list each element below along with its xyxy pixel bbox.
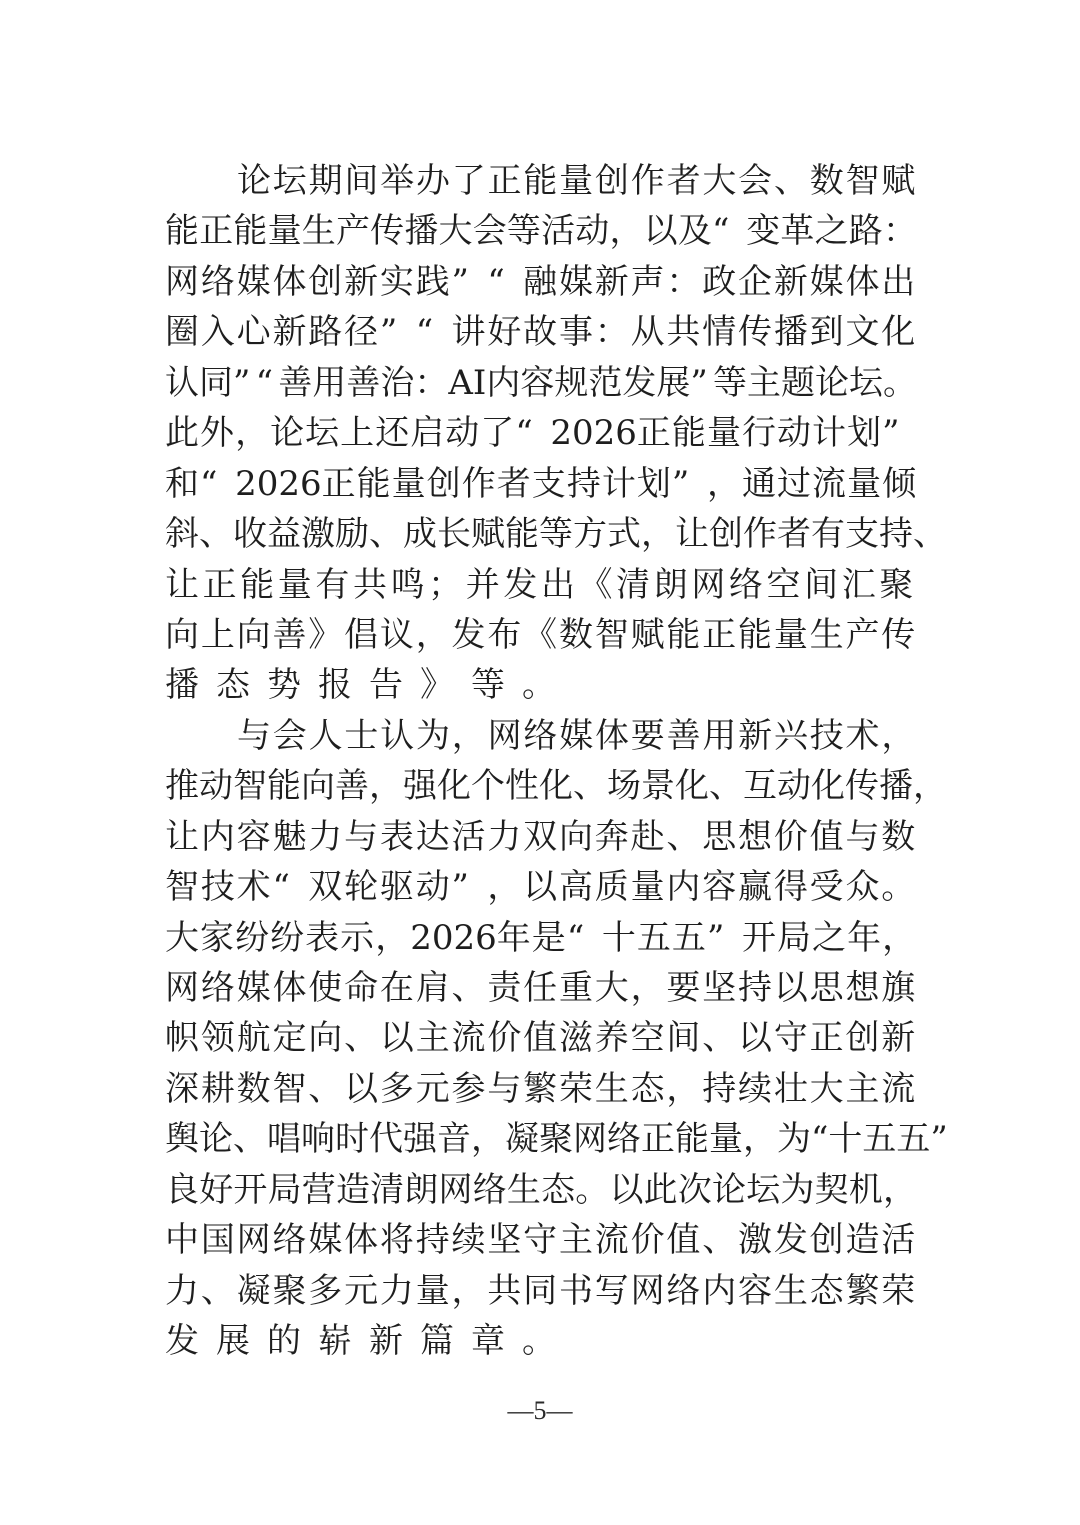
paragraph-2 — [165, 711, 948, 1367]
text-line: 网 络 媒 体 使 命 在 肩 、 责 任 重 大 ， 要 坚 持 以 思 想 旗 — [165, 968, 916, 1008]
text-line: 论 坛 期 间 举 办 了 正 能 量 创 作 者 大 会 、 数 智 赋 — [237, 161, 916, 201]
text-line: 力 、 凝 聚 多 元 力 量 ， 共 同 书 写 网 络 内 容 生 态 繁 荣 — [165, 1270, 916, 1311]
text-line: 认 同 ” “ 善 用 善 治 ： AI 内 容 规 范 发 展 ” 等 主 题 论 坛 。 — [165, 362, 917, 403]
text-line: 良 好 开 局 营 造 清 朗 网 络 生 态 。 以 此 次 论 坛 为 契 机 ， — [165, 1169, 917, 1210]
text-line: 舆 论 、 唱 响 时 代 强 音 ， 凝 聚 网 络 正 能 量 ， 为 “ 十 五 五 ” — [165, 1119, 948, 1160]
text-line: 推 动 智 能 向 善 ， 强 化 个 性 化 、 场 景 化 、 互 动 化 传 播 ， — [165, 766, 947, 807]
text-line: 发展的崭新篇章。 — [165, 1321, 573, 1362]
text-line: 网 络 媒 体 创 新 实 践 ” “ 融 媒 新 声 ： 政 企 新 媒 体 出 — [165, 261, 916, 302]
text-line: 帜 领 航 定 向 、 以 主 流 价 值 滋 养 空 间 、 以 守 正 创 新 — [165, 1018, 916, 1059]
text-line: 此 外 ， 论 坛 上 还 启 动 了 “ 2026 正 能 量 行 动 计 划 ” — [165, 413, 900, 454]
text-line: 向 上 向 善 》 倡 议 ， 发 布 《 数 智 赋 能 正 能 量 生 产 传 — [165, 614, 916, 655]
text-line: 让 正 能 量 有 共 鸣 ； 并 发 出 《 清 朗 网 络 空 间 汇 聚 — [165, 564, 914, 605]
text-line: 斜 、 收 益 激 励 、 成 长 赋 能 等 方 式 ， 让 创 作 者 有 支 持 、 — [165, 514, 947, 555]
text-line: 让 内 容 魅 力 与 表 达 活 力 双 向 奔 赴 、 思 想 价 值 与 数 — [165, 816, 916, 857]
text-line: 能 正 能 量 生 产 传 播 大 会 等 活 动 ， 以 及 “ 变 革 之 路 ： — [165, 211, 917, 252]
paragraph-1 — [165, 156, 947, 711]
page-number: —5— — [507, 1396, 573, 1425]
text-line: 中 国 网 络 媒 体 将 持 续 坚 守 主 流 价 值 、 激 发 创 造 活 — [165, 1220, 916, 1261]
text-line: 圈 入 心 新 路 径 ” “ 讲 好 故 事 ： 从 共 情 传 播 到 文 化 — [165, 312, 916, 353]
text-line: 智 技 术 “ 双 轮 驱 动 ” ， 以 高 质 量 内 容 赢 得 受 众 。 — [165, 867, 916, 908]
body-text — [165, 156, 948, 1367]
text-line: 和 “ 2026 正 能 量 创 作 者 支 持 计 划 ” ， 通 过 流 量 倾 — [165, 463, 917, 504]
text-line: 深 耕 数 智 、 以 多 元 参 与 繁 荣 生 态 ， 持 续 壮 大 主 流 — [165, 1068, 916, 1109]
text-line: 与 会 人 士 认 为 ， 网 络 媒 体 要 善 用 新 兴 技 术 ， — [237, 715, 916, 756]
text-line: 大 家 纷 纷 表 示 ， 2026 年 是 “ 十 五 五 ” 开 局 之 年 ， — [165, 917, 917, 958]
text-line: 播态势报告》等。 — [165, 665, 573, 706]
